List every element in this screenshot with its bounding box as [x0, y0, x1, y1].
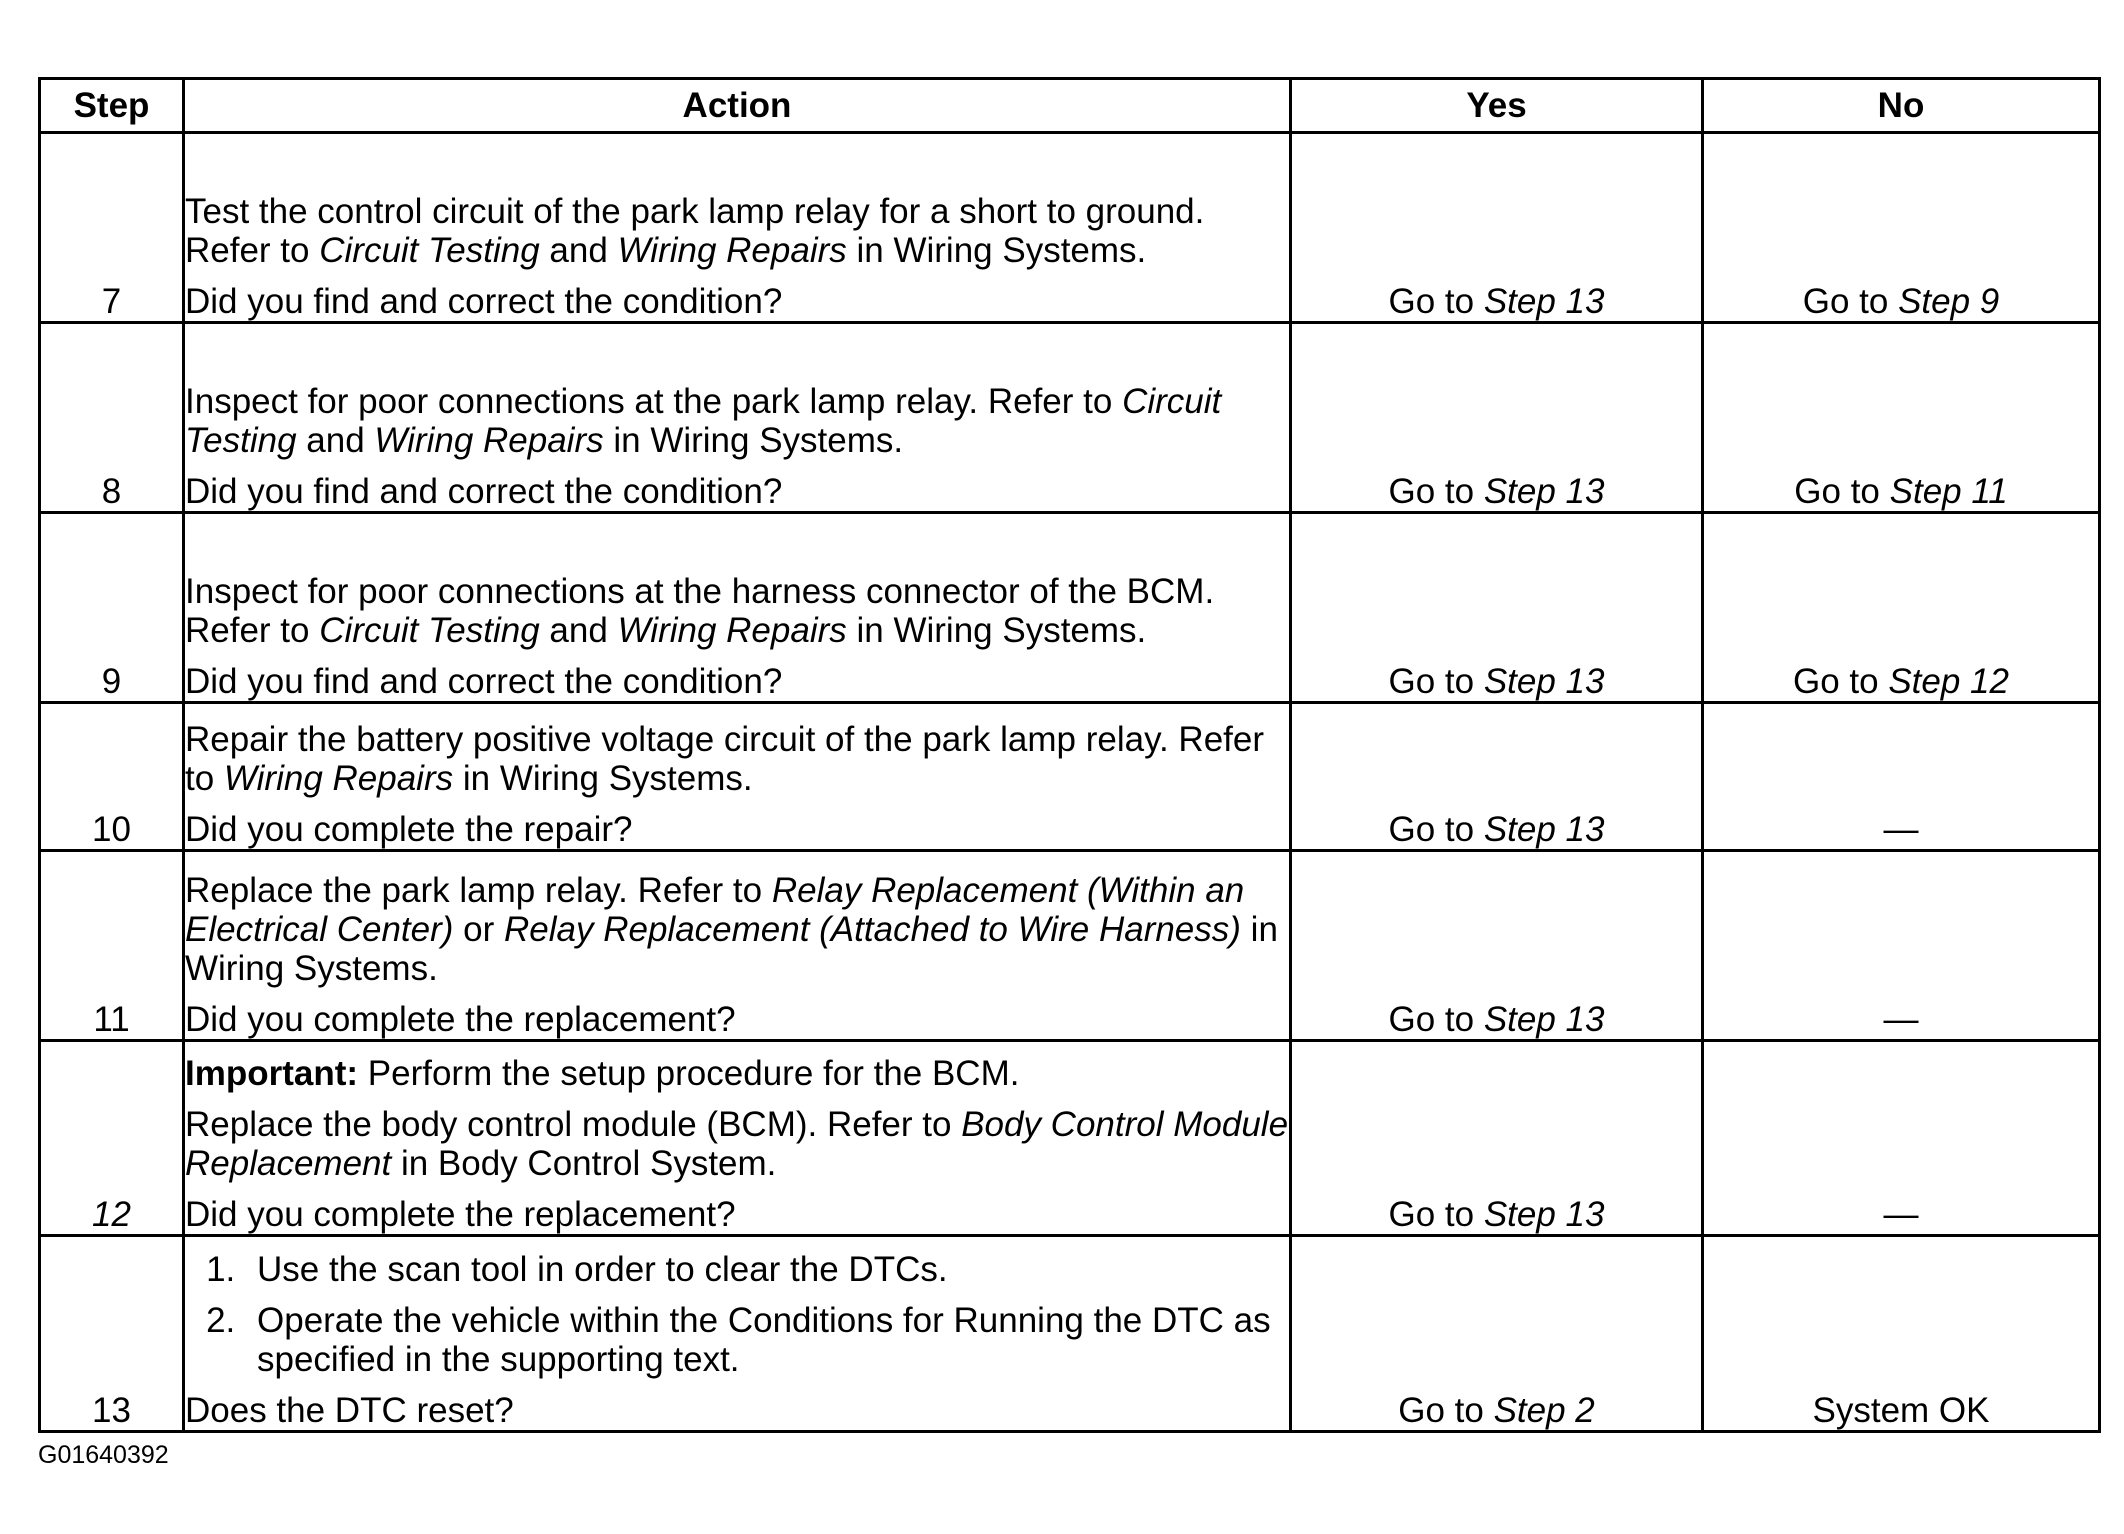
list-item: 1. Use the scan tool in order to clear the DTCs.	[245, 1250, 1289, 1289]
reference-link: Circuit Testing	[319, 611, 540, 650]
header-yes: Yes	[1291, 79, 1703, 133]
action-cell	[184, 323, 1291, 513]
action-instruction: Inspect for poor connections at the park lamp relay. Refer to Circuit Testing and Wiring Repairs in Wiring Systems.	[185, 382, 1222, 460]
step-link: Step 13	[1483, 472, 1605, 511]
yes-cell: Go to Step 13	[1291, 513, 1703, 703]
no-cell: System OK	[1703, 1236, 2100, 1432]
yes-cell: Go to Step 13	[1291, 851, 1703, 1041]
no-cell: Go to Step 11	[1703, 323, 2100, 513]
yes-cell: Go to Step 2	[1291, 1236, 1703, 1432]
step-link: Step 13	[1483, 282, 1605, 321]
table-row	[40, 703, 2100, 851]
reference-link: Circuit Testing	[185, 382, 1222, 460]
no-cell: Go to Step 9	[1703, 133, 2100, 323]
reference-link: Circuit Testing	[319, 231, 540, 270]
action-question: Does the DTC reset?	[185, 1391, 514, 1430]
action-instruction: Inspect for poor connections at the harness connector of the BCM. Refer to Circuit Testing and Wiring Repairs in Wiring Systems.	[185, 572, 1215, 650]
step-link: Step 9	[1898, 282, 2000, 321]
no-cell: Go to Step 12	[1703, 513, 2100, 703]
action-cell	[184, 703, 1291, 851]
table-row	[40, 323, 2100, 513]
action-question: Did you find and correct the condition?	[185, 282, 783, 321]
step-link: Step 11	[1889, 472, 2008, 511]
reference-link: Relay Replacement (Attached to Wire Harness)	[504, 910, 1241, 949]
reference-link: Wiring Repairs	[223, 759, 454, 798]
action-question: Did you complete the replacement?	[185, 1000, 736, 1039]
step-link: Step 13	[1483, 810, 1605, 849]
header-action: Action	[184, 79, 1291, 133]
table-header-row	[40, 79, 2100, 133]
step-number: 9	[40, 513, 184, 703]
yes-cell: Go to Step 13	[1291, 1041, 1703, 1236]
important-label: Important:	[185, 1054, 359, 1093]
step-link: Step 12	[1888, 662, 2009, 701]
action-instruction: Replace the park lamp relay. Refer to Relay Replacement (Within an Electrical Center) or Relay Replacement (Attached to Wire Harness) in Wiring Systems.	[185, 871, 1278, 988]
yes-cell: Go to Step 13	[1291, 703, 1703, 851]
action-question: Did you find and correct the condition?	[185, 662, 783, 701]
table-row	[40, 513, 2100, 703]
step-number: 10	[40, 703, 184, 851]
header-step: Step	[40, 79, 184, 133]
action-cell	[184, 1236, 1291, 1432]
list-item: 2. Operate the vehicle within the Conditions for Running the DTC as specified in the supporting text.	[245, 1301, 1289, 1379]
action-instruction: Replace the body control module (BCM). Refer to Body Control Module Replacement in Body Control System.	[185, 1105, 1289, 1183]
action-question: Did you find and correct the condition?	[185, 472, 783, 511]
action-question: Did you complete the replacement?	[185, 1195, 736, 1234]
reference-link: Wiring Repairs	[374, 421, 604, 460]
table-row	[40, 1236, 2100, 1432]
figure-id: G01640392	[38, 1441, 169, 1469]
step-number: 7	[40, 133, 184, 323]
action-instruction: Test the control circuit of the park lamp relay for a short to ground. Refer to Circuit Testing and Wiring Repairs in Wiring Systems.	[185, 192, 1205, 270]
step-link: Step 13	[1483, 1195, 1605, 1234]
reference-link: Wiring Repairs	[617, 231, 847, 270]
table-row	[40, 133, 2100, 323]
step-link: Step 13	[1483, 662, 1605, 701]
step-number: 13	[40, 1236, 184, 1432]
step-number: 11	[40, 851, 184, 1041]
step-link: Step 2	[1493, 1391, 1595, 1430]
action-cell	[184, 851, 1291, 1041]
action-cell	[184, 513, 1291, 703]
diagnostic-table	[38, 77, 2101, 1433]
step-number: 8	[40, 323, 184, 513]
table-row	[40, 1041, 2100, 1236]
no-cell-dash: —	[1703, 703, 2100, 851]
important-note: Important: Perform the setup procedure for the BCM.	[185, 1054, 1020, 1093]
action-question: Did you complete the repair?	[185, 810, 633, 849]
action-instruction: Repair the battery positive voltage circuit of the park lamp relay. Refer to Wiring Repairs in Wiring Systems.	[185, 720, 1265, 798]
no-cell-dash: —	[1703, 851, 2100, 1041]
reference-link: Wiring Repairs	[617, 611, 847, 650]
header-no: No	[1703, 79, 2100, 133]
yes-cell: Go to Step 13	[1291, 323, 1703, 513]
yes-cell: Go to Step 13	[1291, 133, 1703, 323]
table-row	[40, 851, 2100, 1041]
procedure-list	[185, 1250, 1289, 1379]
step-number: 12	[40, 1041, 184, 1236]
step-link: Step 13	[1483, 1000, 1605, 1039]
reference-link: Body Control Module Replacement	[185, 1105, 1289, 1183]
no-cell-dash: —	[1703, 1041, 2100, 1236]
action-cell	[184, 1041, 1291, 1236]
reference-link: Relay Replacement (Within an Electrical Center)	[185, 871, 1245, 949]
action-cell	[184, 133, 1291, 323]
